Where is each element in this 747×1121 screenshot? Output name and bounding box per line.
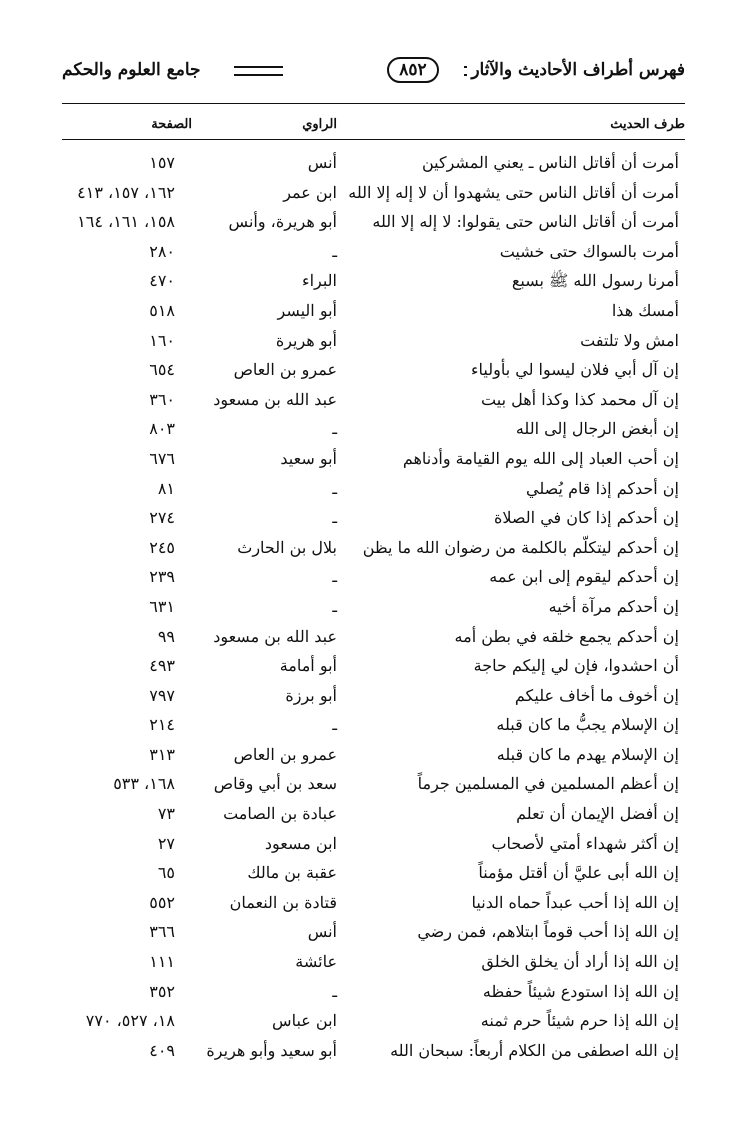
page-header bbox=[62, 54, 685, 90]
page-cell: ٢١٤ bbox=[149, 715, 175, 735]
page-cell: ٣٦٦ bbox=[149, 922, 175, 942]
rawi-cell: عبد الله بن مسعود bbox=[213, 626, 337, 646]
rawi-cell: أبو سعيد bbox=[280, 448, 337, 468]
rawi-cell: عمرو بن العاص bbox=[233, 744, 337, 764]
index-table bbox=[62, 148, 685, 1065]
hadith-cell: إن الله اصطفى من الكلام أربعاً: سبحان الله bbox=[390, 1040, 679, 1060]
column-header-rawi: الراوي bbox=[302, 117, 337, 132]
rawi-cell: أبو أمامة bbox=[279, 656, 337, 676]
page-cell: ٢٤٥ bbox=[149, 537, 175, 557]
table-row bbox=[62, 888, 685, 918]
page-cell: ٣١٣ bbox=[149, 744, 175, 764]
hadith-cell: إن الإسلام يهدم ما كان قبله bbox=[496, 744, 679, 764]
rawi-cell: ـ bbox=[332, 241, 337, 261]
hadith-cell: إن أحدكم إذا كان في الصلاة bbox=[494, 508, 679, 528]
hadith-cell: إن أفضل الإيمان أن تعلم bbox=[516, 804, 679, 824]
hadith-cell: إن الله إذا استودع شيئاً حفظه bbox=[482, 981, 679, 1001]
page-cell: ٤٧٠ bbox=[149, 271, 175, 291]
rawi-cell: ـ bbox=[332, 596, 337, 616]
table-row bbox=[62, 178, 685, 208]
page-cell: ١١١ bbox=[149, 952, 175, 972]
rawi-cell: ابن عمر bbox=[283, 182, 337, 202]
hadith-cell: أمرت أن أقاتل الناس حتى يقولوا: لا إله إلا الله bbox=[372, 212, 679, 232]
rawi-cell: سعد بن أبي وقاص bbox=[213, 774, 337, 794]
header-divider bbox=[62, 103, 685, 104]
page-cell: ٣٥٢ bbox=[149, 981, 175, 1001]
hadith-cell: أمرت أن أقاتل الناس ـ يعني المشركين bbox=[421, 153, 679, 172]
rawi-cell: أبو برزة bbox=[285, 685, 337, 705]
page-cell: ٥١٨ bbox=[149, 300, 175, 320]
hadith-cell: إن أحدكم مرآة أخيه bbox=[548, 596, 679, 616]
table-row bbox=[62, 858, 685, 888]
table-row bbox=[62, 414, 685, 444]
table-row bbox=[62, 444, 685, 474]
page-cell: ١٨، ٥٢٧، ٧٧٠ bbox=[85, 1011, 175, 1031]
page-cell: ٢٣٩ bbox=[149, 567, 175, 587]
table-row bbox=[62, 148, 685, 178]
rawi-cell: أنس bbox=[307, 922, 337, 942]
table-row bbox=[62, 533, 685, 563]
table-row bbox=[62, 503, 685, 533]
table-row bbox=[62, 799, 685, 829]
page-cell: ١٦٢، ١٥٧، ٤١٣ bbox=[77, 182, 175, 202]
page-cell: ٨٠٣ bbox=[149, 419, 175, 439]
header-rule-left bbox=[234, 66, 283, 76]
hadith-cell: إن آل أبي فلان ليسوا لي بأولياء bbox=[470, 360, 679, 380]
page-cell: ٩٩ bbox=[157, 626, 175, 646]
index-title: فهرس أطراف الأحاديث والآثار bbox=[471, 60, 685, 80]
table-row bbox=[62, 207, 685, 237]
rawi-cell: عمرو بن العاص bbox=[233, 360, 337, 380]
hadith-cell: إن أحدكم يجمع خلقه في بطن أمه bbox=[454, 626, 679, 646]
hadith-cell: إن أخوف ما أخاف عليكم bbox=[514, 685, 679, 705]
page-cell: ١٥٨، ١٦١، ١٦٤ bbox=[77, 212, 175, 232]
table-row bbox=[62, 1036, 685, 1066]
rawi-cell: ـ bbox=[332, 508, 337, 528]
column-header-page: الصفحة bbox=[151, 117, 192, 132]
rawi-cell: البراء bbox=[302, 271, 337, 291]
page-number: ٨٥٢ bbox=[387, 57, 438, 83]
table-row bbox=[62, 829, 685, 859]
page-cell: ٧٩٧ bbox=[149, 685, 175, 705]
rawi-cell: ابن مسعود bbox=[264, 833, 337, 853]
table-row bbox=[62, 622, 685, 652]
hadith-cell: إن أحدكم ليتكلّم بالكلمة من رضوان الله ما يظن bbox=[362, 537, 679, 557]
rawi-cell: عقبة بن مالك bbox=[247, 863, 337, 883]
page-cell: ١٥٧ bbox=[149, 153, 175, 172]
rawi-cell: عبادة بن الصامت bbox=[223, 804, 337, 824]
table-row bbox=[62, 651, 685, 681]
rawi-cell: أبو سعيد وأبو هريرة bbox=[206, 1040, 337, 1060]
table-row bbox=[62, 237, 685, 267]
hadith-cell: امش ولا تلتفت bbox=[580, 330, 679, 350]
page-cell: ٦٧٦ bbox=[149, 448, 175, 468]
hadith-cell: إن أحدكم إذا قام يُصلي bbox=[526, 478, 679, 498]
page-cell: ٧٣ bbox=[157, 804, 175, 824]
table-row bbox=[62, 917, 685, 947]
hadith-cell: أمرت بالسواك حتى خشيت bbox=[499, 241, 679, 261]
table-row bbox=[62, 977, 685, 1007]
hadith-cell: إن الله إذا أحب قوماً ابتلاهم، فمن رضي bbox=[417, 922, 679, 942]
rawi-cell: ـ bbox=[332, 419, 337, 439]
column-header-divider bbox=[62, 139, 685, 140]
header-rule-right bbox=[464, 66, 467, 76]
page-cell: ٤٠٩ bbox=[149, 1040, 175, 1060]
column-header-hadith: طرف الحديث bbox=[610, 117, 685, 132]
table-row bbox=[62, 1006, 685, 1036]
table-row bbox=[62, 474, 685, 504]
page-cell: ٦٣١ bbox=[149, 596, 175, 616]
page-cell: ٢٨٠ bbox=[149, 241, 175, 261]
page-cell: ١٦٨، ٥٣٣ bbox=[113, 774, 175, 794]
hadith-cell: إن آل محمد كذا وكذا أهل بيت bbox=[481, 389, 679, 409]
rawi-cell: أنس bbox=[307, 153, 337, 172]
table-row bbox=[62, 740, 685, 770]
table-row bbox=[62, 562, 685, 592]
rawi-cell: ـ bbox=[332, 715, 337, 735]
rawi-cell: عائشة bbox=[295, 952, 337, 972]
page-cell: ١٦٠ bbox=[149, 330, 175, 350]
rawi-cell: أبو هريرة bbox=[275, 330, 337, 350]
page-cell: ٥٥٢ bbox=[149, 892, 175, 912]
hadith-cell: إن أحدكم ليقوم إلى ابن عمه bbox=[489, 567, 679, 587]
rawi-cell: ـ bbox=[332, 567, 337, 587]
table-row bbox=[62, 385, 685, 415]
hadith-cell: أمرت أن أقاتل الناس حتى يشهدوا أن لا إله إلا الله bbox=[348, 182, 679, 202]
rawi-cell: ابن عباس bbox=[272, 1011, 337, 1031]
hadith-cell: إن الله أبى عليَّ أن أقتل مؤمناً bbox=[478, 863, 679, 883]
hadith-cell: أمسك هذا bbox=[611, 300, 679, 320]
table-row bbox=[62, 681, 685, 711]
hadith-cell: إن الله إذا حرم شيئاً حرم ثمنه bbox=[480, 1011, 679, 1031]
hadith-cell: إن الله إذا أحب عبداً حماه الدنيا bbox=[471, 892, 679, 912]
page-number-badge bbox=[367, 56, 459, 84]
page-cell: ٤٩٣ bbox=[149, 656, 175, 676]
table-row bbox=[62, 326, 685, 356]
rawi-cell: ـ bbox=[332, 478, 337, 498]
rawi-cell: أبو هريرة، وأنس bbox=[228, 212, 337, 232]
table-row bbox=[62, 592, 685, 622]
table-row bbox=[62, 296, 685, 326]
rawi-cell: عبد الله بن مسعود bbox=[213, 389, 337, 409]
hadith-cell: أمرنا رسول الله ﷺ بسبع bbox=[511, 271, 679, 291]
rawi-cell: ـ bbox=[332, 981, 337, 1001]
hadith-cell: إن الإسلام يجبُّ ما كان قبله bbox=[496, 715, 679, 735]
page-cell: ٨١ bbox=[157, 478, 175, 498]
page-cell: ٣٦٠ bbox=[149, 389, 175, 409]
rawi-cell: بلال بن الحارث bbox=[237, 537, 337, 557]
table-row bbox=[62, 710, 685, 740]
table-row bbox=[62, 355, 685, 385]
hadith-cell: إن أكثر شهداء أمتي لأصحاب bbox=[491, 833, 679, 853]
hadith-cell: إن أحب العباد إلى الله يوم القيامة وأدناهم bbox=[402, 448, 679, 468]
table-row bbox=[62, 947, 685, 977]
table-row bbox=[62, 266, 685, 296]
table-row bbox=[62, 769, 685, 799]
page-cell: ٦٥٤ bbox=[149, 360, 175, 380]
page-cell: ٢٧ bbox=[157, 833, 175, 853]
hadith-cell: إن أعظم المسلمين في المسلمين جرماً bbox=[417, 774, 679, 794]
hadith-cell: إن الله إذا أراد أن يخلق الخلق bbox=[481, 952, 679, 972]
hadith-cell: إن أبغض الرجال إلى الله bbox=[515, 419, 679, 439]
hadith-cell: أن احشدوا، فإن لي إليكم حاجة bbox=[473, 656, 679, 676]
rawi-cell: قتادة بن النعمان bbox=[229, 892, 337, 912]
page-cell: ٦٥ bbox=[157, 863, 175, 883]
rawi-cell: أبو اليسر bbox=[277, 300, 337, 320]
page-cell: ٢٧٤ bbox=[149, 508, 175, 528]
book-title: جامع العلوم والحكم bbox=[62, 60, 201, 80]
